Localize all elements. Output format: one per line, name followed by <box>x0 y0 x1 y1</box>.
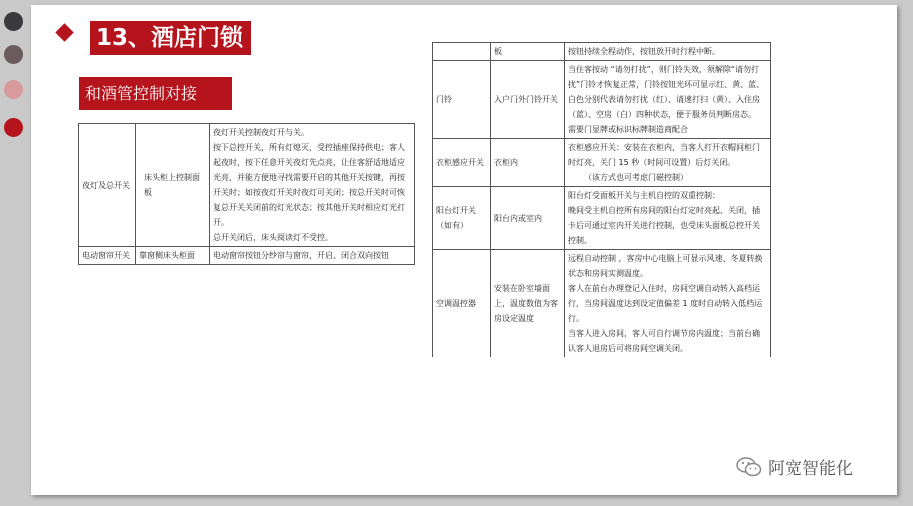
left-control-table <box>78 123 415 265</box>
desc-line: 当客人进入房间，客人可自行调节房内温度；当前台确认客人退房后可将房间空调关闭。 <box>568 329 760 353</box>
row-name-cell: 门铃 <box>433 61 491 139</box>
nav-dot-1 <box>4 12 23 31</box>
desc-line: 需要门显牌或标识标牌制造商配合 <box>568 125 688 134</box>
nav-dot-3 <box>4 80 23 99</box>
nav-dot-4 <box>4 118 23 137</box>
row-name-cell: 衣柜感应开关 <box>433 139 491 187</box>
desc-line: 按下总控开关，所有灯熄灭，受控插座保持供电；客人起夜时，按下任意开关夜灯先点亮，让住客舒适地适应光亮，并能方便地寻找需要开启的其他开关按键，再按开关时；如按夜灯开关时夜灯可关闭；按总开关时可恢复总开关关闭前的灯光状态；按其他开关时相应灯光打开。 <box>213 143 405 227</box>
row-desc-cell <box>565 139 771 187</box>
row-location-cell: 安装在卧室墙面上，温度数值为客房设定温度 <box>491 250 565 358</box>
nav-dot-2 <box>4 45 23 64</box>
row-desc-cell <box>210 124 415 247</box>
watermark <box>736 454 853 479</box>
desc-line: 当住客按动 “请勿打扰”，则门铃失效，须解除“请勿打扰”门铃才恢复正常，门铃按钮光环可显示红、黄、蓝、白色分别代表请勿打扰（红）、请速打扫（黄）、入住房（蓝）、空房（白）四种状态，便于服务员判断房态。 <box>568 65 765 119</box>
table-row <box>433 187 771 250</box>
right-control-table <box>432 42 771 357</box>
slide-title: 13、酒店门锁 <box>90 21 251 55</box>
table-row <box>79 247 415 265</box>
row-location-cell: 靠窗侧床头柜面 <box>136 247 210 265</box>
row-desc-cell <box>210 247 415 265</box>
row-name-cell: 阳台灯开关（如有） <box>433 187 491 250</box>
desc-line: （该方式也可考虑门磁控制） <box>584 173 688 182</box>
desc-line: 按钮持续全程动作，按钮放开时行程中断。 <box>568 47 720 56</box>
row-location-cell: 板 <box>491 43 565 61</box>
row-location-cell: 阳台内或室内 <box>491 187 565 250</box>
subtitle-label: 和酒管控制对接 <box>79 77 232 110</box>
desc-line: 电动窗帘按钮分纱帘与窗帘，开启、闭合双向按钮 <box>213 251 389 260</box>
watermark-text: 阿宽智能化 <box>768 459 853 479</box>
row-name-cell: 夜灯及总开关 <box>79 124 136 247</box>
row-location-cell: 衣柜内 <box>491 139 565 187</box>
table-row <box>433 139 771 187</box>
table-row <box>433 61 771 139</box>
table-row <box>79 124 415 247</box>
row-desc-cell <box>565 187 771 250</box>
table-row <box>433 250 771 358</box>
desc-line: 晚间受主机自控所有房间的阳台灯定时亮起、关闭，插卡后可通过室内开关进行控制，也受床头面板总控开关控制。 <box>568 206 760 245</box>
desc-line: 客人在前台办理登记入住时，房间空调自动转入高档运行，当房间温度达到设定值偏差 1 度时自动转入低档运行。 <box>568 284 763 323</box>
wechat-icon <box>736 457 762 477</box>
desc-line: 远程自动控制 ，客房中心电脑上可显示风速、冬夏转换状态和房间实测温度。 <box>568 254 763 278</box>
row-desc-cell <box>565 43 771 61</box>
row-desc-cell <box>565 61 771 139</box>
row-name-cell: 空调温控器 <box>433 250 491 358</box>
row-location-cell: 入户门外门铃开关 <box>491 61 565 139</box>
desc-line: 总开关闭后，床头阅读灯不受控。 <box>213 233 333 242</box>
desc-line: 夜灯开关控制夜灯开与关。 <box>213 128 309 137</box>
table-row <box>433 43 771 61</box>
row-name-cell: 电动窗帘开关 <box>79 247 136 265</box>
row-name-cell <box>433 43 491 61</box>
row-desc-cell <box>565 250 771 358</box>
desc-line: 衣柜感应开关：安装在衣柜内，当客人打开衣帽间柜门时灯亮，关门 15 秒（时间可设置）后灯关闭。 <box>568 143 760 167</box>
row-location-cell: 床头柜上控制面板 <box>136 124 210 247</box>
desc-line: 阳台灯受面板开关与主机自控的双重控制： <box>568 191 720 200</box>
